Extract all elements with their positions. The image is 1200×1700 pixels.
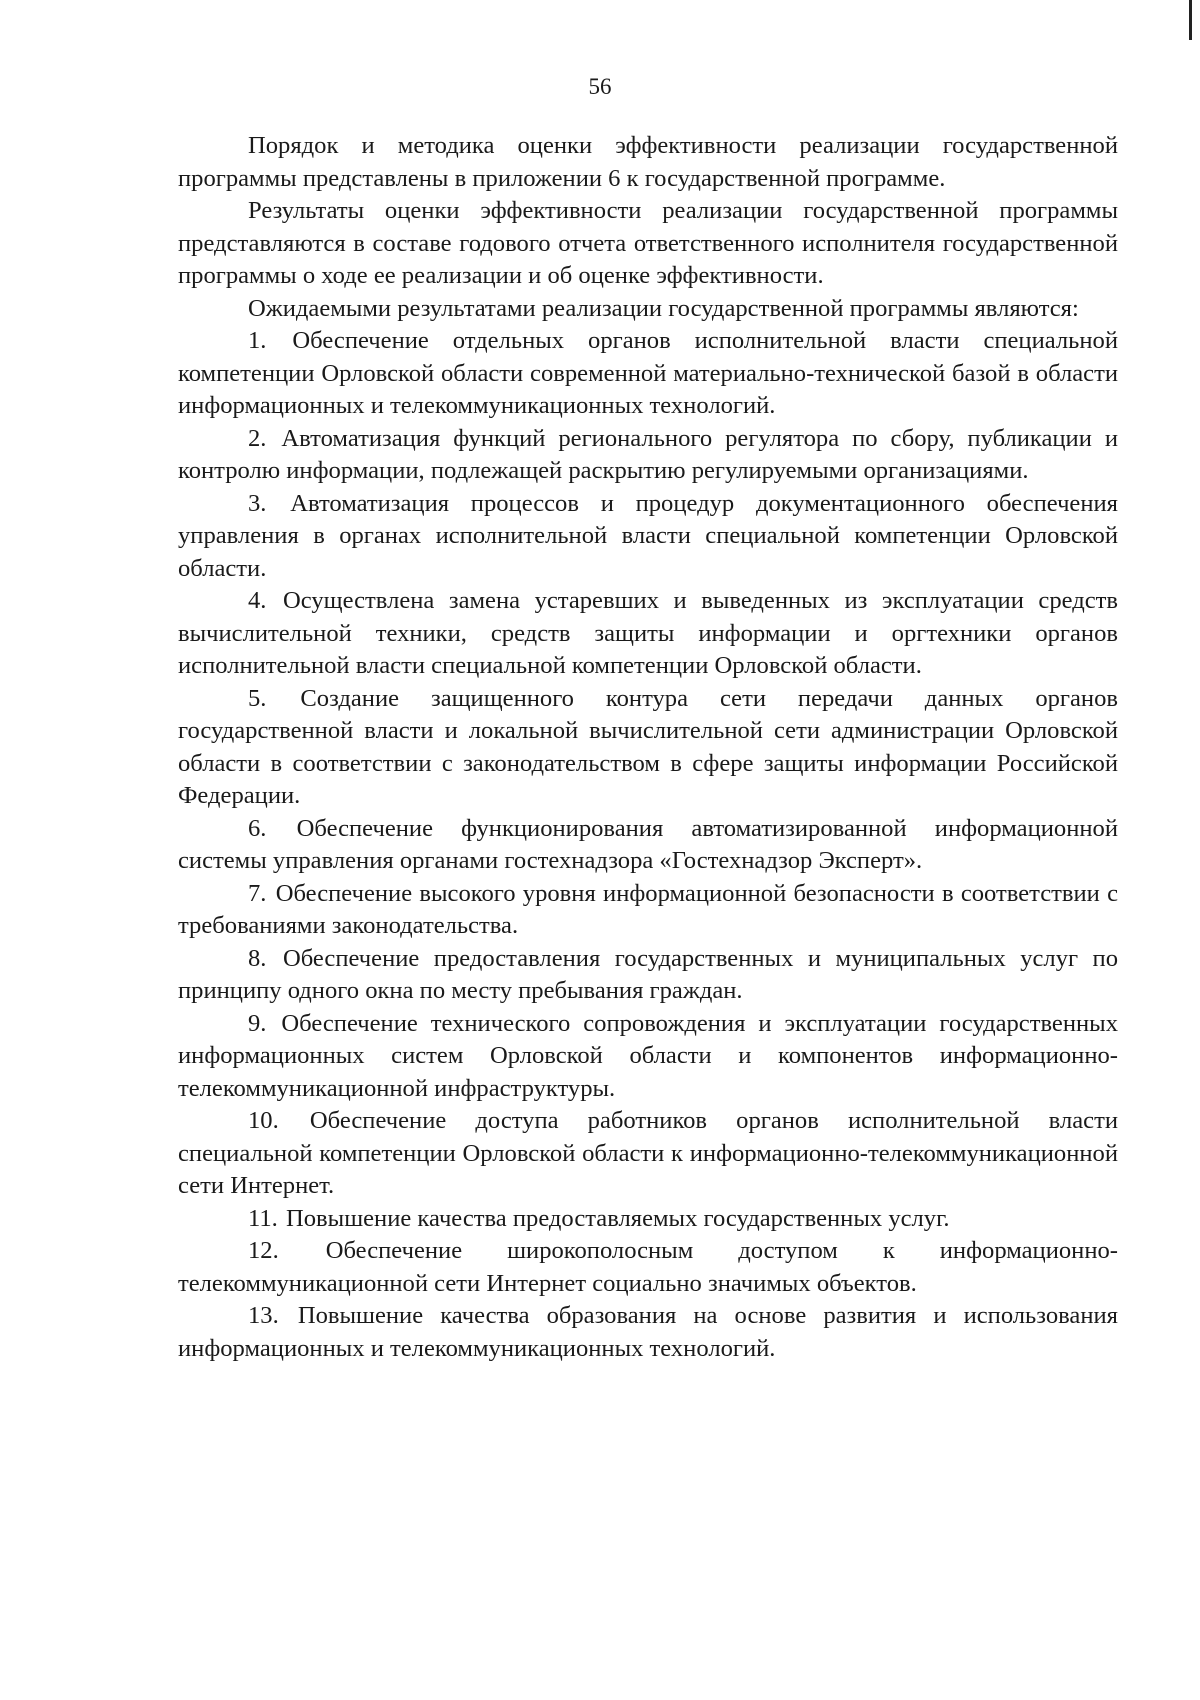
list-item — [178, 1235, 1118, 1300]
paragraph-expected-results: Ожидаемыми результатами реализации государственной программы являются: — [248, 294, 1079, 322]
list-item-text: Обеспечение доступа работников органов исполнительной власти специальной компетенции Орловской области к информационно-телекоммуникационной сети Интернет. — [178, 1107, 1118, 1199]
paragraph-evaluation-results: Результаты оценки эффективности реализации государственной программы представляются в составе годового отчета ответственного исполнителя государственной программы о ходе ее реализации и об оценке эффективности. — [178, 197, 1118, 289]
list-item-number: 7. — [248, 879, 267, 907]
list-item-number: 1. — [248, 327, 267, 354]
list-item-text: Повышение качества предоставляемых государственных услуг. — [286, 1204, 950, 1232]
list-item-text: Автоматизация функций регионального регулятора по сбору, публикации и контролю информации, подлежащей раскрытию регулируемыми организациями. — [178, 424, 1118, 484]
list-item-number: 8. — [248, 944, 267, 972]
list-item — [178, 585, 1118, 683]
list-item-text: Обеспечение функционирования автоматизированной информационной системы управления органами гостехнадзора «Гостехнадзор Эксперт». — [178, 814, 1118, 874]
list-item-number: 13. — [248, 1302, 279, 1329]
list-item — [178, 1105, 1118, 1203]
list-item-number: 5. — [248, 684, 267, 712]
list-item-text: Обеспечение широкополосным доступом к информационно-телекоммуникационной сети Интернет социально значимых объектов. — [178, 1237, 1118, 1297]
list-item-text: Автоматизация процессов и процедур документационного обеспечения управления в органах исполнительной власти специальной компетенции Орловской области. — [178, 489, 1118, 582]
list-item — [178, 1300, 1118, 1365]
list-item-text: Обеспечение отдельных органов исполнительной власти специальной компетенции Орловской области современной материально-технической базой в области информационных и телекоммуникационных технологий. — [178, 327, 1118, 419]
list-item-number: 11. — [248, 1204, 278, 1232]
list-item — [178, 943, 1118, 1008]
list-item-text: Создание защищенного контура сети передачи данных органов государственной власти и локальной вычислительной сети администрации Орловской области в соответствии с законодательством в сфере защиты информации Российской Федерации. — [178, 684, 1118, 809]
list-item-text: Осуществлена замена устаревших и выведенных из эксплуатации средств вычислительной техники, средств защиты информации и оргтехники органов исполнительной власти специальной компетенции Орловской области. — [178, 587, 1118, 679]
list-item — [178, 325, 1118, 423]
list-item-number: 6. — [248, 814, 267, 842]
list-item — [178, 1008, 1118, 1106]
list-item — [178, 813, 1118, 878]
page-edge-mark — [1189, 0, 1192, 40]
list-item-text: Обеспечение предоставления государственных и муниципальных услуг по принципу одного окна по месту пребывания граждан. — [178, 944, 1119, 1004]
list-item-number: 2. — [248, 424, 267, 452]
list-item — [178, 1203, 1118, 1236]
list-item-text: Обеспечение технического сопровождения и эксплуатации государственных информационных систем Орловской области и компонентов информационно-телекоммуникационной инфраструктуры. — [178, 1009, 1118, 1102]
list-item — [178, 423, 1118, 488]
page-number: 56 — [588, 74, 612, 99]
list-item-number: 9. — [248, 1009, 267, 1037]
list-item-number: 3. — [248, 489, 267, 517]
list-item — [178, 683, 1118, 813]
list-item — [178, 878, 1118, 943]
list-item-number: 4. — [248, 587, 267, 614]
list-item-text: Повышение качества образования на основе развития и использования информационных и телекоммуникационных технологий. — [178, 1302, 1118, 1362]
list-item-number: 10. — [248, 1107, 279, 1134]
document-body — [178, 130, 1118, 1365]
paragraph-methodology: Порядок и методика оценки эффективности реализации государственной программы представлены в приложении 6 к государственной программе. — [178, 132, 1118, 192]
list-item — [178, 488, 1118, 586]
list-item-text: Обеспечение высокого уровня информационной безопасности в соответствии с требованиями законодательства. — [178, 879, 1118, 939]
list-item-number: 12. — [248, 1237, 279, 1264]
